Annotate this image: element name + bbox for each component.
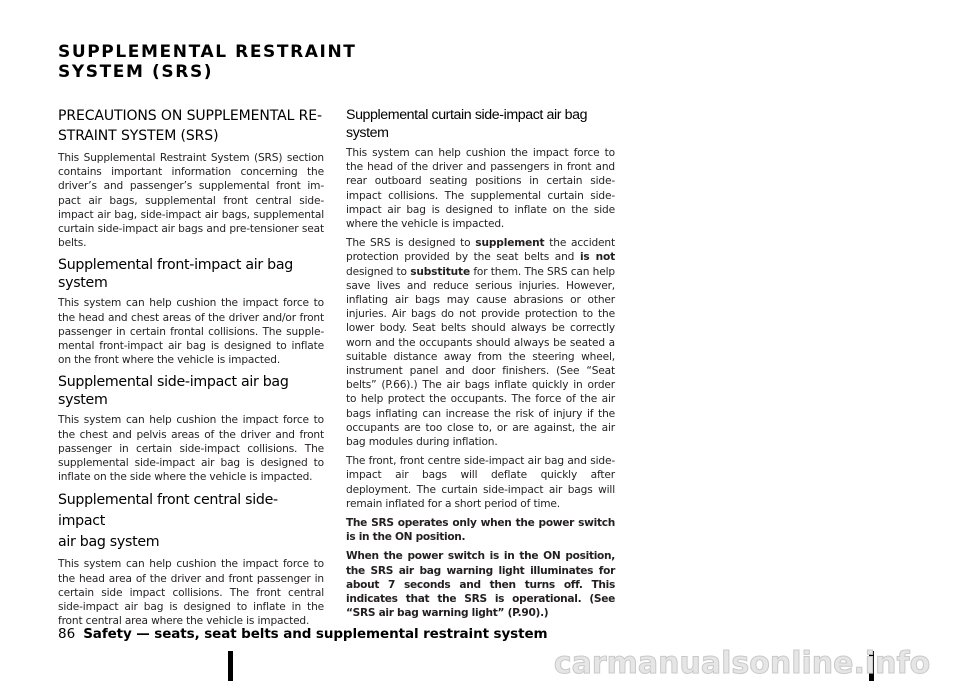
front-airbag-heading: Supplemental front-impact air bag system [58,257,293,292]
chapter-title [58,42,357,82]
side-airbag-heading: Supplemental side-impact air bag system [58,374,289,409]
chapter-title-line1: SUPPLEMENTAL RESTRAINT [58,42,357,62]
warning-light-paragraph: When the power switch is in the ON position, the SRS air bag warning light illuminates for about 7 seconds and then turns off. This indicates that the SRS is operational. (See “SRS air bag warning light” (P.90).) [346,550,615,620]
page-footer [58,625,548,643]
curtain-airbag-heading: Supplemental curtain side-impact air bag system [346,107,588,141]
precautions-paragraph: This Supplemental Restraint System (SRS) section contains important information concerning the driver’s and passenger’s supplemental front im-pact air bags, supplemental front central side-impact air bag, side-impact air bags, supplemental curtain side-impact air bags and pre-tensioner seat belts. [58,152,324,250]
watermark-text: carmanualsonline.info [553,646,931,681]
curtain-airbag-paragraph: This system can help cushion the impact force to the head of the driver and passengers in front and rear outboard seating positions in certain side-impact collisions. The supplemental curtain side-impact air bag is designed to inflate on the side where the vehicle is impacted. [346,147,615,231]
power-on-paragraph: The SRS operates only when the power switch is in the ON position. [346,517,615,544]
srs-supplement-paragraph [346,236,615,449]
central-airbag-paragraph: This system can help cushion the impact force to the head area of the driver and front passenger in certain side impact collisions. The front central side-impact air bag is designed to inflate in the front central area where the vehicle is impacted. [58,558,324,628]
deflate-paragraph: The front, front centre side-impact air bag and side-impact air bags will deflate quickly after deployment. The curtain side-impact air bags will remain inflated for a short period of time. [346,455,615,510]
srs-text-a: The SRS is designed to [346,237,476,250]
left-column [58,106,324,633]
crop-mark-left [228,651,233,681]
supplement-emphasis: supplement [475,237,545,250]
central-airbag-heading-line2: air bag system [58,534,160,551]
substitute-emphasis: substitute [410,265,470,278]
precautions-heading-line1: PRECAUTIONS ON SUPPLEMENTAL RE- [58,108,322,124]
right-column [346,106,615,626]
chapter-title-line2: SYSTEM (SRS) [58,62,214,82]
watermark-logo [528,640,956,681]
srs-text-c: designed to [346,265,411,278]
central-airbag-heading [58,490,324,553]
side-airbag-paragraph: This system can help cushion the impact force to the chest and pelvis areas of the driver and front passenger in certain side-impact collisions. The supplemental side-impact air bag is designed to inflate on the side where the vehicle is impacted. [58,414,324,484]
footer-chapter-name: Safety — seats, seat belts and supplemental restraint system [83,626,548,642]
precautions-heading-line2: STRAINT SYSTEM (SRS) [58,128,219,144]
front-airbag-paragraph: This system can help cushion the impact force to the head and chest areas of the driver and/or front passenger in certain frontal collisions. The supple-mental front-impact air bag is designed to inflate on the front where the vehicle is impacted. [58,297,324,367]
page-number: 86 [58,626,76,642]
srs-text-b: the accident protection provided by the seat belts and [346,237,615,264]
is-not-emphasis: is not [579,251,616,264]
central-airbag-heading-line1: Supplemental front central side-impact [58,492,278,530]
precautions-heading [58,106,324,146]
srs-text-d: for them. The SRS can help save lives and reduce serious injuries. However, inflating air bags may cause abrasions or other injuries. Air bags do not provide protection to the lower body. Seat belts should always be correctly worn and the occupants should always be seated a suitable distance away from the steering wheel, instrument panel and door finishers. (See “Seat belts” (P.66).) The air bags inflate quickly in order to help protect the occupants. The force of the air bags inflating can increase the risk of injury if the occupants are too close to, or are against, the air bag modules during inflation. [346,265,615,449]
watermark-logo-graphic [528,640,956,681]
